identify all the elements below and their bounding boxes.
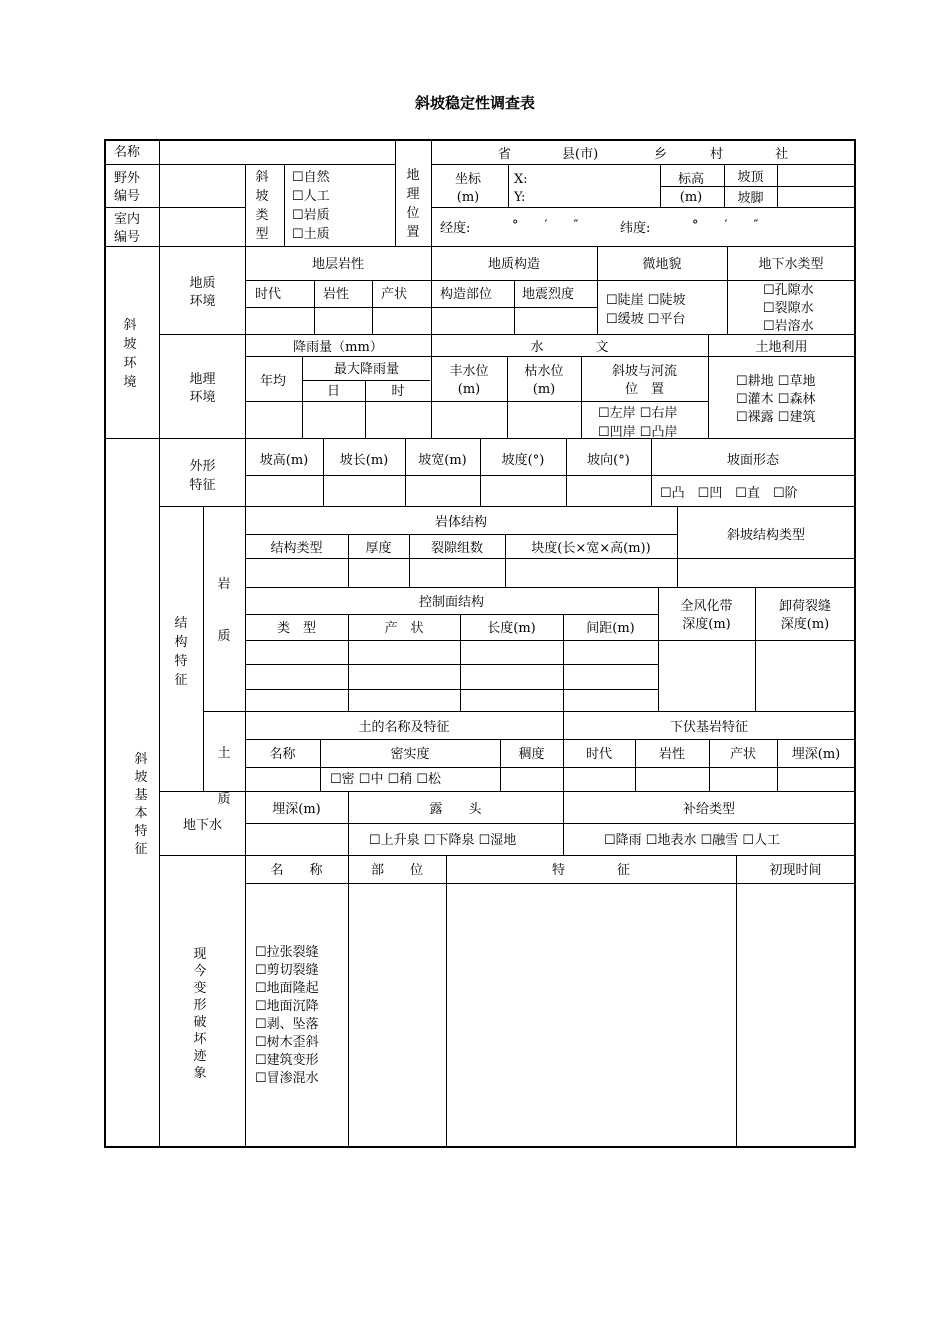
soil-label: 土 质 <box>217 746 231 807</box>
deformation-label: 现今变形破坏迹象 <box>193 947 207 1081</box>
slope-aspect-header: 坡向(°) <box>587 453 630 468</box>
shape-feature-label: 外形 特征 <box>189 459 216 493</box>
lithology-header: 岩性 <box>323 287 350 302</box>
groundwater-type-header: 地下水类型 <box>758 257 824 272</box>
slope-type-label: 斜坡类型 <box>255 170 269 242</box>
recharge-checkboxes[interactable]: ☐降雨 ☐地表水 ☐融雪 ☐人工 <box>604 833 781 848</box>
outcrop-checkboxes[interactable]: ☐上升泉 ☐下降泉 ☐湿地 <box>369 833 517 848</box>
latitude-marks: ° ′ ″ <box>692 218 759 233</box>
block-size-header: 块度(长×宽×高(m)) <box>531 541 651 556</box>
cp-type-header: 类 型 <box>276 621 316 636</box>
unloading-depth-header: 卸荷裂缝 深度(m) <box>778 599 831 632</box>
land-use-header: 土地利用 <box>755 340 808 355</box>
annual-header: 年均 <box>260 374 287 389</box>
def-part-header: 部 位 <box>370 863 423 878</box>
groundwater-label: 地下水 <box>182 818 222 833</box>
slope-foot-label: 坡脚 <box>737 191 764 206</box>
consistency-header: 稠度 <box>518 747 545 762</box>
village-label: 村 <box>710 147 724 162</box>
structure-header: 地质构造 <box>487 257 540 272</box>
deformation-checkboxes[interactable]: ☐拉张裂缝 ☐剪切裂缝 ☐地面隆起 ☐地面沉降 ☐剥、坠落 ☐树木歪斜 ☐建筑变形 ☐冒渗混水 <box>255 945 319 1086</box>
slope-height-header: 坡高(m) <box>259 453 309 468</box>
bedrock-attitude-header: 产状 <box>729 747 756 762</box>
era-header: 时代 <box>255 287 282 302</box>
slope-top-label: 坡顶 <box>737 170 764 185</box>
slope-env-section: 斜坡环境 <box>123 318 137 390</box>
county-label: 县(市) <box>562 147 599 162</box>
micro-landform-checkboxes[interactable]: ☐陡崖 ☐陡坡 ☐缓坡 ☐平台 <box>606 293 686 327</box>
slope-basic-section: 斜坡基本特征 <box>134 752 148 857</box>
micro-landform-header: 微地貌 <box>642 257 682 272</box>
field-no-label: 野外 编号 <box>114 171 141 204</box>
cp-attitude-header: 产 状 <box>384 621 424 636</box>
geog-env-label: 地理 环境 <box>189 372 216 405</box>
bedrock-depth-header: 埋深(m) <box>791 747 841 762</box>
slope-angle-header: 坡度(°) <box>501 453 545 468</box>
geo-location-label: 地理位置 <box>406 168 420 240</box>
high-water-header: 丰水位 (m) <box>449 364 489 397</box>
coord-xy[interactable]: X: Y: <box>514 172 528 205</box>
strata-header: 地层岩性 <box>311 257 364 272</box>
rock-structure-header: 岩体结构 <box>434 515 487 530</box>
max-rainfall-header: 最大降雨量 <box>333 362 399 377</box>
hydrology-header: 水 文 <box>530 340 609 355</box>
river-position-header: 斜坡与河流 位 置 <box>611 364 677 397</box>
day-header: 日 <box>326 384 340 399</box>
elevation-label: 标高 (m) <box>677 172 704 205</box>
density-header: 密实度 <box>390 747 430 762</box>
bedrock-header: 下伏基岩特征 <box>669 720 748 735</box>
struct-type-header: 结构类型 <box>270 541 323 556</box>
def-feature-header: 特 征 <box>551 863 630 878</box>
surface-form-checkboxes[interactable]: ☐凸 ☐凹 ☐直 ☐阶 <box>660 486 798 501</box>
lab-no-label: 室内 编号 <box>114 212 141 245</box>
density-checkboxes[interactable]: ☐密 ☐中 ☐稍 ☐松 <box>330 772 442 787</box>
coord-label: 坐标 (m) <box>454 172 481 205</box>
land-use-checkboxes[interactable]: ☐耕地 ☐草地 ☐灌木 ☐森林 ☐裸露 ☐建筑 <box>736 374 816 425</box>
low-water-header: 枯水位 (m) <box>524 364 564 397</box>
bedrock-era-header: 时代 <box>585 747 612 762</box>
seismic-header: 地震烈度 <box>522 287 575 302</box>
province-label: 省 <box>498 147 512 162</box>
structure-pos-header: 构造部位 <box>440 287 493 302</box>
river-position-checkboxes[interactable]: ☐左岸 ☐右岸 ☐凹岸 ☐凸岸 <box>598 406 678 440</box>
slope-width-header: 坡宽(m) <box>418 453 467 468</box>
geo-env-label: 地质 环境 <box>189 276 216 309</box>
surface-form-header: 坡面形态 <box>726 453 779 468</box>
cp-length-header: 长度(m) <box>487 621 536 636</box>
latitude-label: 纬度: <box>620 221 651 236</box>
hour-header: 时 <box>391 384 405 399</box>
longitude-label: 经度: <box>440 221 471 236</box>
slope-length-header: 坡长(m) <box>339 453 389 468</box>
form-title: 斜坡稳定性调查表 <box>414 94 535 112</box>
control-plane-header: 控制面结构 <box>418 595 484 610</box>
def-name-header: 名 称 <box>270 863 323 878</box>
weathered-depth-header: 全风化带 深度(m) <box>680 599 733 632</box>
name-label: 名称 <box>114 145 141 160</box>
soil-name-header: 名称 <box>269 747 296 762</box>
longitude-marks: ° ′ ″ <box>512 218 579 233</box>
attitude-header: 产状 <box>381 287 408 302</box>
joint-sets-header: 裂隙组数 <box>430 541 483 556</box>
community-label: 社 <box>775 147 789 162</box>
thickness-header: 厚度 <box>365 541 392 556</box>
structure-feature-label: 结构特征 <box>174 616 188 688</box>
rock-label: 岩 质 <box>217 577 231 644</box>
slope-type-checkboxes[interactable]: ☐自然 ☐人工 ☐岩质 ☐土质 <box>292 170 330 242</box>
def-time-header: 初现时间 <box>769 863 822 878</box>
township-label: 乡 <box>654 147 668 162</box>
slope-struct-type-header: 斜坡结构类型 <box>726 528 805 543</box>
bedrock-lithology-header: 岩性 <box>658 747 685 762</box>
soil-name-feature-header: 土的名称及特征 <box>358 720 450 735</box>
groundwater-type-checkboxes[interactable]: ☐孔隙水 ☐裂隙水 ☐岩溶水 <box>763 283 814 334</box>
recharge-header: 补给类型 <box>682 802 735 817</box>
gw-depth-header: 埋深(m) <box>272 802 321 817</box>
rainfall-header: 降雨量（mm） <box>293 340 383 355</box>
cp-spacing-header: 间距(m) <box>586 621 635 636</box>
outcrop-header: 露 头 <box>429 802 482 817</box>
